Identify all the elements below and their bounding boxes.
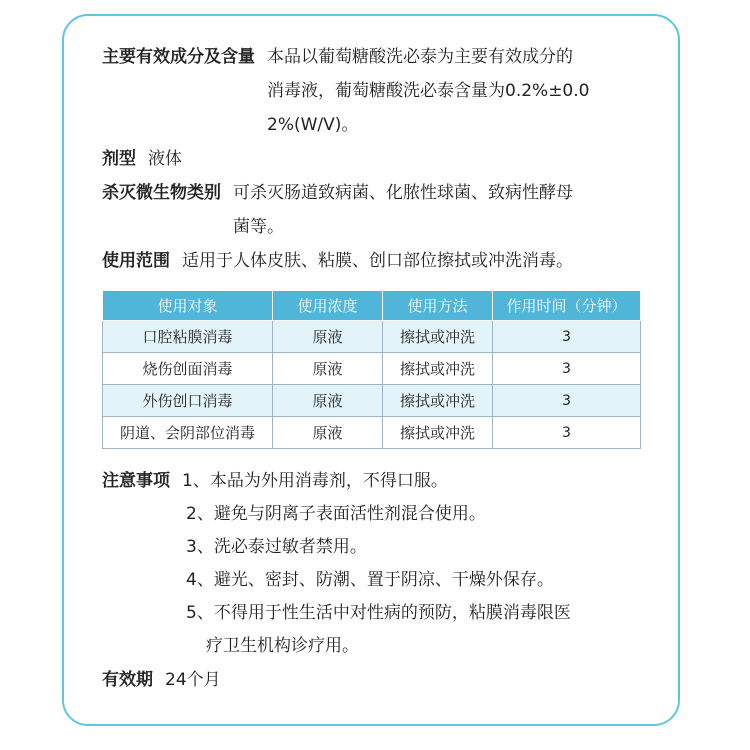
form-label: 剂型 bbox=[102, 149, 136, 169]
expiry-label: 有效期 bbox=[102, 670, 153, 690]
table-cell: 擦拭或冲洗 bbox=[383, 353, 493, 385]
table-header: 使用对象 bbox=[103, 291, 273, 321]
microbes-value bbox=[233, 176, 662, 244]
ingredient-line: 2%(W/V)。 bbox=[267, 115, 359, 135]
expiry-section bbox=[102, 663, 662, 697]
table-cell: 3 bbox=[493, 385, 641, 417]
ingredient-line: 消毒液，葡萄糖酸洗必泰含量为0.2%±0.0 bbox=[267, 81, 590, 101]
ingredient-label: 主要有效成分及含量 bbox=[102, 47, 255, 67]
table-cell: 3 bbox=[493, 417, 641, 449]
note-item: 3、洗必泰过敏者禁用。 bbox=[186, 537, 367, 557]
table-header: 使用浓度 bbox=[273, 291, 383, 321]
table-cell: 口腔粘膜消毒 bbox=[103, 321, 273, 353]
table-cell: 擦拭或冲洗 bbox=[383, 417, 493, 449]
microbes-line: 菌等。 bbox=[233, 217, 284, 237]
table-cell: 擦拭或冲洗 bbox=[383, 321, 493, 353]
table-cell: 外伤创口消毒 bbox=[103, 385, 273, 417]
table-cell: 烧伤创面消毒 bbox=[103, 353, 273, 385]
table-row bbox=[103, 353, 641, 385]
ingredient-value bbox=[267, 40, 662, 142]
table-cell: 原液 bbox=[273, 385, 383, 417]
note-continuation: 疗卫生机构诊疗用。 bbox=[206, 636, 359, 656]
scope-value: 适用于人体皮肤、粘膜、创口部位擦拭或冲洗消毒。 bbox=[182, 251, 573, 271]
microbes-line: 可杀灭肠道致病菌、化脓性球菌、致病性酵母 bbox=[233, 183, 573, 203]
ingredient-section bbox=[102, 40, 662, 142]
note-item: 4、避光、密封、防潮、置于阴凉、干燥外保存。 bbox=[186, 570, 554, 590]
table-cell: 3 bbox=[493, 321, 641, 353]
microbes-section bbox=[102, 176, 662, 244]
usage-table bbox=[102, 290, 641, 449]
ingredient-line: 本品以葡萄糖酸洗必泰为主要有效成分的 bbox=[267, 47, 573, 67]
scope-section bbox=[102, 244, 662, 278]
notes-section bbox=[102, 465, 662, 663]
product-info bbox=[102, 40, 662, 697]
table-cell: 3 bbox=[493, 353, 641, 385]
note-item: 2、避免与阴离子表面活性剂混合使用。 bbox=[186, 504, 486, 524]
table-cell: 阴道、会阴部位消毒 bbox=[103, 417, 273, 449]
table-row bbox=[103, 385, 641, 417]
expiry-value: 24个月 bbox=[165, 670, 221, 690]
table-header-row bbox=[103, 291, 641, 321]
table-cell: 原液 bbox=[273, 321, 383, 353]
note-item: 5、不得用于性生活中对性病的预防，粘膜消毒限医 bbox=[186, 603, 571, 623]
table-row bbox=[103, 321, 641, 353]
table-header: 作用时间（分钟） bbox=[493, 291, 641, 321]
table-cell: 擦拭或冲洗 bbox=[383, 385, 493, 417]
form-section bbox=[102, 142, 662, 176]
table-header: 使用方法 bbox=[383, 291, 493, 321]
table-row bbox=[103, 417, 641, 449]
scope-label: 使用范围 bbox=[102, 251, 170, 271]
form-value: 液体 bbox=[148, 149, 182, 169]
table-cell: 原液 bbox=[273, 417, 383, 449]
note-item bbox=[102, 465, 662, 498]
note-text: 1、本品为外用消毒剂，不得口服。 bbox=[182, 471, 448, 491]
table-cell: 原液 bbox=[273, 353, 383, 385]
notes-label: 注意事项 bbox=[102, 471, 170, 491]
microbes-label: 杀灭微生物类别 bbox=[102, 183, 221, 203]
